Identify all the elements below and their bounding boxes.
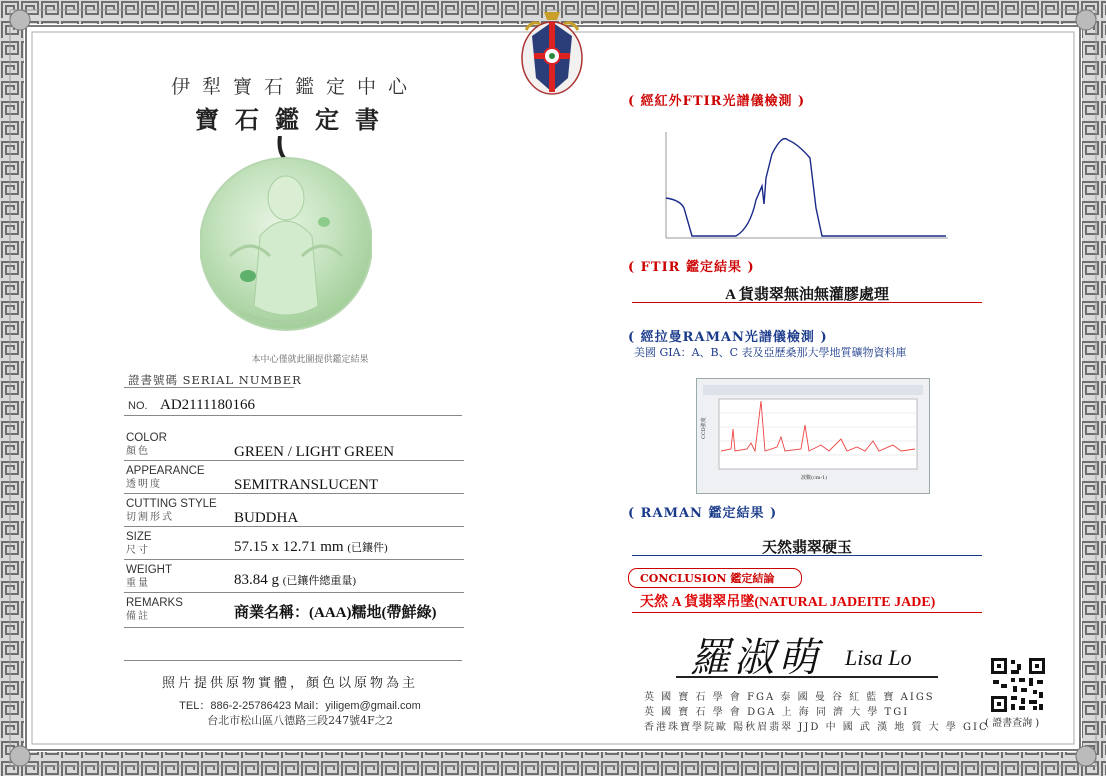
field-note: (已鑲件) (347, 542, 388, 554)
field-label-en: APPEARANCE (126, 465, 205, 477)
signature-chinese: 羅淑萌 (690, 635, 822, 681)
field-label-cn: 切割形式 (126, 512, 174, 523)
serial-label: 證書號碼 SERIAL NUMBER (128, 373, 302, 387)
document-title: 寶石鑑定書 (195, 105, 395, 134)
organization-line: 英 國 寶 石 學 會 DGA 上 海 同 濟 大 學 TGI (644, 707, 910, 718)
conclusion-value: 天然 A 貨翡翠吊墜(NATURAL JADEITE JADE) (640, 595, 936, 610)
gia-note: 美國 GIA：A、B、C 表及亞歷桑那大學地質礦物資料庫 (634, 346, 907, 359)
serial-number-value: AD2111180166 (160, 397, 255, 413)
signature-english: Lisa Lo (845, 645, 912, 670)
conclusion-label: CONCLUSION 鑑定結論 (640, 572, 775, 585)
field-label-en: SIZE (126, 531, 152, 543)
serial-no-label: NO. (128, 400, 148, 412)
raman-spectrum-chart (696, 378, 930, 494)
field-value: 83.84 g (234, 572, 279, 588)
field-row-remarks (124, 593, 464, 628)
field-label-cn: 尺寸 (126, 545, 150, 556)
crest-logo (512, 8, 592, 104)
field-row-cutting-style (124, 494, 464, 527)
ftir-title: ( 經紅外FTIR光譜儀檢測 ) (628, 94, 806, 109)
fields-table (124, 428, 464, 628)
raman-xlabel: 波數(cm-1) (801, 475, 828, 481)
contact-info: TEL：886-2-25786423 Mail：yiligem@gmail.com (179, 700, 421, 712)
raman-result-title: ( RAMAN 鑑定結果 ) (628, 506, 778, 521)
field-label-en: WEIGHT (126, 564, 172, 576)
field-row-appearance (124, 461, 464, 494)
field-value: BUDDHA (234, 510, 299, 526)
field-label-en: REMARKS (126, 597, 183, 609)
field-value: 57.15 x 12.71 mm (234, 539, 344, 555)
organization-list (644, 688, 989, 733)
qr-caption: ( 證書查詢 ) (985, 718, 1040, 729)
field-label-cn: 重量 (126, 578, 150, 589)
field-row-weight (124, 560, 464, 593)
raman-ylabel: CCD強度 (701, 417, 707, 439)
field-note: (已鑲件總重量) (282, 575, 357, 587)
center-name: 伊犁寶石鑑定中心 (170, 76, 419, 98)
raman-result: 天然翡翠硬玉 (761, 540, 852, 556)
photo-caption: 本中心僅就此圖提供鑑定結果 (251, 355, 369, 365)
field-label-en: CUTTING STYLE (126, 498, 217, 510)
field-value: GREEN / LIGHT GREEN (234, 444, 395, 460)
field-label-cn: 顏色 (126, 446, 150, 457)
ftir-spectrum-chart (652, 128, 952, 246)
field-label-cn: 備註 (126, 611, 150, 622)
raman-title: ( 經拉曼RAMAN光譜儀檢測 ) (628, 330, 828, 345)
ftir-result: A 貨翡翠無油無灌膠處理 (725, 287, 889, 303)
field-value: SEMITRANSLUCENT (234, 477, 379, 493)
field-label-en: COLOR (126, 432, 167, 444)
jade-pendant-photo (200, 136, 372, 348)
field-label-cn: 透明度 (126, 479, 162, 490)
field-row-color (124, 428, 464, 461)
address: 台北市松山區八德路三段247號4F之2 (207, 714, 393, 727)
organization-line: 英 國 寶 石 學 會 FGA 泰 國 曼 谷 紅 藍 寶 AIGS (644, 692, 935, 703)
photo-note: 照片提供原物實體，顏色以原物為主 (161, 676, 418, 691)
qr-code-icon[interactable] (989, 656, 1047, 714)
field-value: 商業名稱：(AAA)糯地(帶鮮綠) (234, 605, 437, 621)
field-row-size (124, 527, 464, 560)
ftir-result-title: ( FTIR 鑑定結果 ) (628, 260, 755, 275)
organization-line: 香港珠寶學院歐 陽秋眉翡翠 JJD 中 國 武 漢 地 質 大 學 GIC (644, 722, 989, 733)
